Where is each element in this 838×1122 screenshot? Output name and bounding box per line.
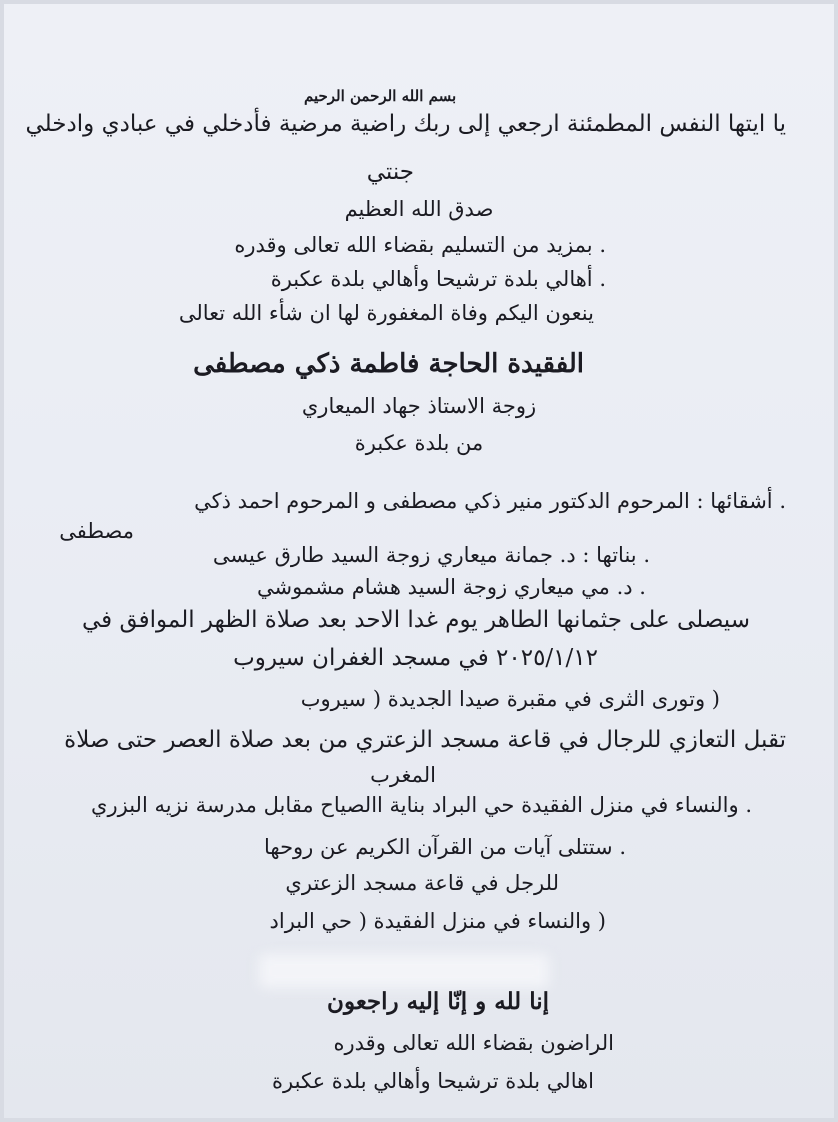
obituary-sheet [4,4,834,1118]
announcement-line: ينعون اليكم وفاة المغفورة لها ان شأء الله تعالى [178,301,594,325]
quran-verse-line-1: يا ايتها النفس المطمئنة ارجعي إلى ربك راضية مرضية فأدخلي في عبادي وادخلي [25,111,786,137]
siblings-line-2: مصطفى [59,519,134,543]
men-location-line: للرجل في قاعة مسجد الزعتري [285,871,559,895]
condolence-line-1: تقبل التعازي للرجال في قاعة مسجد الزعتري من بعد صلاة العصر حتى صلاة [64,727,786,753]
condolence-line-2: المغرب [370,763,436,787]
inna-lillah: إنا لله و إنّا إليه راجعون [327,988,549,1015]
daughters-line-1: . بناتها : د. جمانة ميعاري زوجة السيد طارق عيسى [212,543,650,567]
submission-line: . بمزيد من التسليم بقضاء الله تعالى وقدره [234,233,606,257]
prayer-line-2: ٢٠٢٥/١/١٢ في مسجد الغفران سيروب [233,645,598,671]
women-condolence-line: . والنساء في منزل الفقيدة حي البراد بناية االصياح مقابل مدرسة نزيه البزري [91,793,752,817]
content-with-line: الراضون بقضاء الله تعالى وقدره [333,1031,614,1055]
daughters-line-2: . د. مي ميعاري زوجة السيد هشام مشموشي [256,575,646,599]
siblings-line-1: . أشقائها : المرحوم الدكتور منير ذكي مصطفى و المرحوم احمد ذكي [194,489,786,513]
from-town-line: من بلدة عكبرة [354,431,484,455]
wife-of-line: زوجة الاستاذ جهاد الميعاري [301,394,537,418]
prayer-line-1: سيصلى على جثمانها الطاهر يوم غدا الاحد بعد صلاة الظهر الموافق في [82,607,750,633]
quran-recital-line: . ستتلى آيات من القرآن الكريم عن روحها [263,835,626,859]
families-line: . أهالي بلدة ترشيحا وأهالي بلدة عكبرة [270,267,606,291]
closing-families-line: اهالي بلدة ترشيحا وأهالي بلدة عكبرة [272,1069,594,1093]
burial-line: ( وتورى الثرى في مقبرة صيدا الجديدة ( سيروب [300,687,720,711]
basmala: بسم الله الرحمن الرحيم [304,87,457,105]
sadaq-allah: صدق الله العظيم [344,197,494,221]
redacted-area [259,954,549,988]
deceased-name: الفقيدة الحاجة فاطمة ذكي مصطفى [193,349,584,379]
women-location-line: ( والنساء في منزل الفقيدة ( حي البراد [269,909,606,933]
quran-verse-line-2: جنتي [366,159,414,185]
